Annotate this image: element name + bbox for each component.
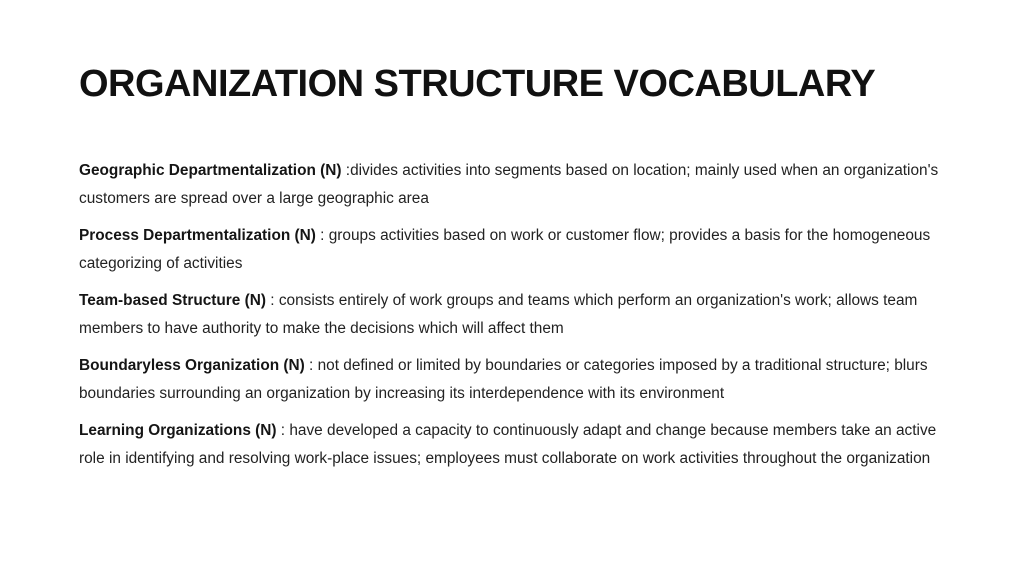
vocabulary-definition: : groups activities based on work or customer flow; provides a basis for the homogeneous categorizing of activities <box>79 227 931 272</box>
slide-title: ORGANIZATION STRUCTURE VOCABULARY <box>79 63 876 105</box>
vocabulary-entry-team-based-structure <box>79 287 959 342</box>
vocabulary-entry-learning-organizations <box>79 417 959 472</box>
vocabulary-term: Boundaryless Organization (N) <box>79 357 305 374</box>
vocabulary-term: Process Departmentalization (N) <box>79 227 316 244</box>
vocabulary-entry-geographic-departmentalization <box>79 157 959 212</box>
vocabulary-list <box>79 157 959 482</box>
vocabulary-term: Geographic Departmentalization (N) <box>79 162 342 179</box>
vocabulary-term: Team-based Structure (N) <box>79 292 267 309</box>
vocabulary-entry-process-departmentalization <box>79 222 959 277</box>
vocabulary-entry-boundaryless-organization <box>79 352 959 407</box>
vocabulary-definition: : consists entirely of work groups and teams which perform an organization's work; allows team members to have authority to make the decisions which will affect them <box>79 292 918 337</box>
vocabulary-definition: : not defined or limited by boundaries or categories imposed by a traditional structure; blurs boundaries surrounding an organization by increasing its interdependence with its environment <box>79 357 928 402</box>
vocabulary-term: Learning Organizations (N) <box>79 422 277 439</box>
vocabulary-definition: : have developed a capacity to continuously adapt and change because members take an active role in identifying and resolving work-place issues; employees must collaborate on work activities throughout the organization <box>79 422 937 467</box>
vocabulary-definition: :divides activities into segments based on location; mainly used when an organization's customers are spread over a large geographic area <box>79 162 939 207</box>
